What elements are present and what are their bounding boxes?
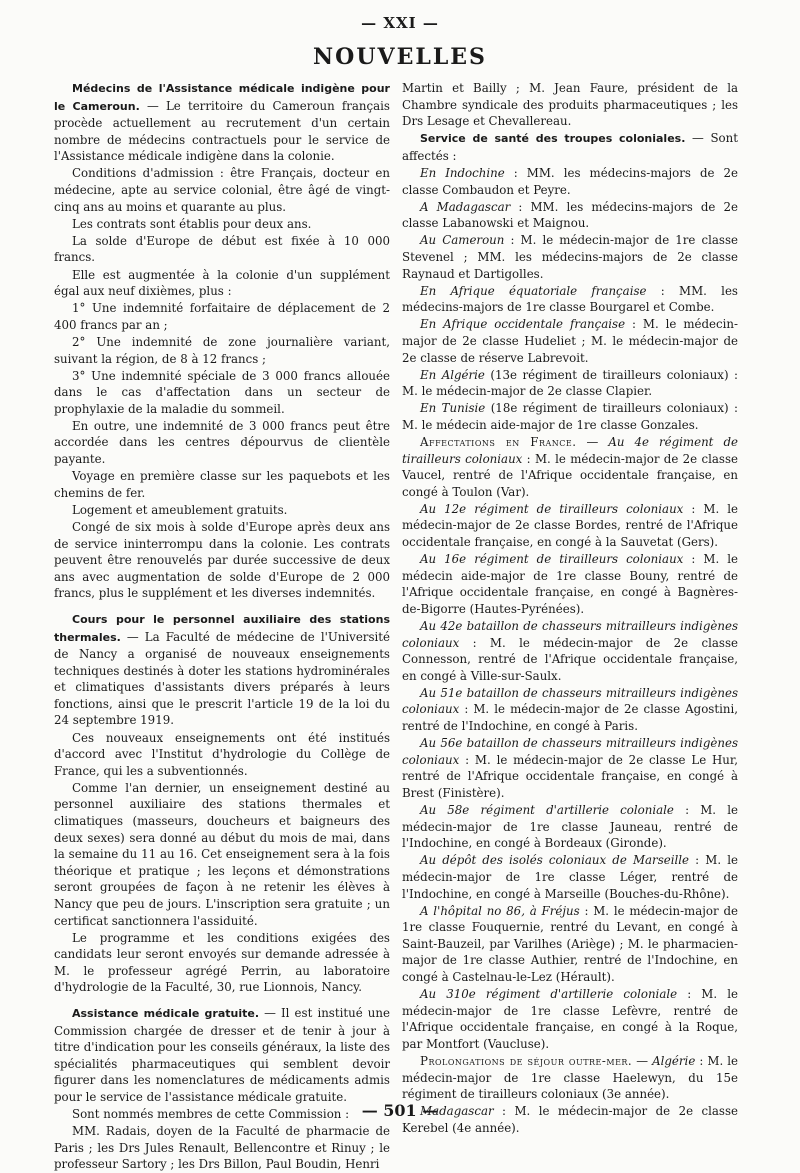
assignment-entry: Au 12e régiment de tirailleurs coloniaux : M. le médecin-major de 2e classe Bordes, rentré de l'Afrique occidentale française, en congé à la Sauvetat (Gers). [402, 501, 739, 550]
paragraph: Elle est augmentée à la colonie d'un supplément égal aux neuf dixièmes, plus : [54, 267, 390, 299]
paragraph: Logement et ameublement gratuits. [72, 502, 288, 517]
assignment-entry: Affectations en France. — Au 4e régiment de tirailleurs coloniaux : M. le médecin-major de 2e classe Vaucel, rentré de l'Afrique occidentale française, en congé à Toulon (Var). [402, 434, 738, 499]
paragraph: Voyage en première classe sur les paquebots et les chemins de fer. [54, 469, 390, 500]
assignment-entry: En Algérie (13e régiment de tirailleurs coloniaux) : M. le médecin-major de 2e classe Clapier. [402, 367, 738, 399]
article-heading: Assistance médicale gratuite. [72, 1007, 260, 1021]
assignment-entry: En Tunisie (18e régiment de tirailleurs coloniaux) : M. le médecin aide-major de 1re classe Gonzales. [402, 401, 738, 432]
assignment-entry: Au dépôt des isolés coloniaux de Marseille : M. le médecin-major de 1re classe Léger, rentré de l'Indochine, en congé à Marseille (Bouches-du-Rhône). [402, 853, 738, 901]
paragraph: 1° Une indemnité forfaitaire de déplacement de 2 400 francs par an ; [54, 301, 390, 332]
paragraph: En outre, une indemnité de 3 000 francs peut être accordée dans les centres dépourvus de clientèle payante. [54, 418, 390, 467]
article-cameroun-intro: Médecins de l'Assistance médicale indigène pour le Cameroun. — Le territoire du Cameroun français procède actuellement au recrutement d'un certain nombre de médecins contractuels pour le service de l'Assistance médicale indigène dans la colonie. [54, 82, 390, 164]
paragraph: La solde d'Europe de début est fixée à 10 000 francs. [54, 233, 390, 265]
assignment-entry: Prolongations de séjour outre-mer. — Algérie : M. le médecin-major de 1re classe Haelewyn, du 15e régiment de tirailleurs coloniaux (3e année). [402, 1053, 738, 1102]
assignment-entry: Au 51e bataillon de chasseurs mitrailleurs indigènes coloniaux : M. le médecin-major de 2e classe Agostini, rentré de l'Indochine, en congé à Paris. [402, 685, 738, 734]
left-column [54, 80, 390, 1173]
article-stations-thermales-intro: Cours pour le personnel auxiliaire des stations thermales. — La Faculté de médecine de l'Université de Nancy a organisé de nouveaux enseignements techniques destinés à doter les stations hydrominérales et climatiques d'assistants divers préparés à leurs fonctions, ainsi que le prescrit l'article 19 de la loi du 24 septembre 1919. [54, 612, 390, 728]
assignment-entry: A l'hôpital no 86, à Fréjus : M. le médecin-major de 1re classe Fouquernie, rentré du Levant, en congé à Saint-Bauzeil, par Varilhes (Ariège) ; M. le pharmacien-major de 1re classe Authier, rentré de l'Indochine, en congé à Castelnau-le-Lez (Hérault). [402, 903, 738, 984]
article-heading: Cours pour le personnel auxiliaire des stations thermales. [54, 612, 390, 644]
assignment-entry: En Afrique occidentale française : M. le médecin-major de 2e classe Hudeliet ; M. le médecin-major de 2e classe de réserve Labrevoit. [402, 317, 738, 365]
article-heading: Service de santé des troupes coloniales. [420, 132, 686, 146]
assignment-entry: En Afrique équatoriale française : MM. les médecins-majors de 1re classe Bourgarel et Combe. [402, 283, 738, 315]
assignment-entry: A Madagascar : MM. les médecins-majors de 2e classe Labanowski et Maignou. [402, 199, 738, 231]
paragraph: Sont nommés membres de cette Commission : [72, 1107, 350, 1122]
paragraph: MM. Radais, doyen de la Faculté de pharmacie de Paris ; les Drs Jules Renault, Bellencontre et Rinuy ; le professeur Sartory ; les Drs Billon, Paul Boudin, Henri [54, 1124, 390, 1172]
paragraph-continued: Martin et Bailly ; M. Jean Faure, président de la Chambre syndicale des produits pharmaceutiques ; les Drs Lesage et Chevallereau. [402, 81, 738, 129]
paragraph: 3° Une indemnité spéciale de 3 000 francs allouée dans le cas d'affectation dans un secteur de prophylaxie de la maladie du sommeil. [54, 368, 390, 416]
assignment-entry: Au Cameroun : M. le médecin-major de 1re classe Stevenel ; MM. les médecins-majors de 2e classe Raynaud et Dartigolles. [402, 233, 738, 281]
paragraph: Comme l'an dernier, un enseignement destiné au personnel auxiliaire des stations thermales et climatiques (masseurs, doucheurs et baigneurs des deux sexes) sera donné au début du mois de mai, dans la semaine du 11 au 16. Cet enseignement sera à la fois théorique et pratique ; les leçons et démonstrations seront groupées de façon à ne retenir les élèves à Nancy que peu de jours. L'inscription sera gratuite ; un certificat sanctionnera l'assiduité. [54, 780, 390, 928]
assignment-entry: En Indochine : MM. les médecins-majors de 2e classe Combaudon et Peyre. [402, 165, 738, 197]
paragraph: Le programme et les conditions exigées des candidats leur seront envoyés sur demande adressée à M. le professeur agrégé Perrin, au laboratoire d'hydrologie de la Faculté, 30, rue Lionnois, Nancy. [54, 930, 390, 995]
paragraph: 2° Une indemnité de zone journalière variant, suivant la région, de 8 à 12 francs ; [54, 334, 390, 366]
assignment-entry: Au 58e régiment d'artillerie coloniale : M. le médecin-major de 1re classe Jauneau, rentré de l'Indochine, en congé à Bordeaux (Gironde). [402, 803, 738, 851]
assignment-entry: Au 42e bataillon de chasseurs mitrailleurs indigènes coloniaux : M. le médecin-major de 2e classe Connesson, rentré de l'Afrique occidentale française, en congé à Ville-sur-Saulx. [402, 619, 738, 683]
article-assistance-gratuite-intro: Assistance médicale gratuite. — Il est institué une Commission chargée de dresser et de tenir à jour à titre d'indication pour les conseils généraux, la liste des spécialités pharmaceutiques qui semblent devoir figurer dans les nomenclatures de médicaments admis pour le service de l'assistance médicale gratuite. [54, 1006, 390, 1105]
section-title: NOUVELLES [313, 44, 487, 70]
page-number: — 501 — [361, 1101, 439, 1120]
assignment-entry: Au 310e régiment d'artillerie coloniale : M. le médecin-major de 1re classe Lefèvre, rentré de l'Afrique occidentale française, en congé à la Roque, par Montfort (Vaucluse). [402, 987, 738, 1051]
page-folio-roman: — XXI — [361, 14, 439, 32]
assignment-entry: Au 16e régiment de tirailleurs coloniaux : M. le médecin aide-major de 1re classe Bouny, rentré de l'Afrique occidentale française, en congé à Bagnères-de-Bigorre (Hautes-Pyrénées). [402, 552, 739, 616]
article-troupes-coloniales-intro: Service de santé des troupes coloniales. — Sont affectés : [402, 131, 738, 163]
subheading: Affectations en France. [420, 434, 577, 449]
right-column [402, 80, 738, 1136]
article-heading: Médecins de l'Assistance médicale indigène pour le Cameroun. [54, 82, 390, 113]
assignment-entry: Madagascar : M. le médecin-major de 2e classe Kerebel (4e année). [402, 1104, 738, 1135]
paragraph: Congé de six mois à solde d'Europe après deux ans de service ininterrompu dans la colonie. Les contrats peuvent être renouvelés par durée successive de deux ans avec augmentation de solde d'Europe de 2 000 francs, plus le supplément et les diverses indemnités. [54, 519, 390, 601]
paragraph: Conditions d'admission : être Français, docteur en médecine, apte au service colonial, être âgé de vingt-cinq ans au moins et quarante au plus. [54, 166, 390, 214]
paragraph: Les contrats sont établis pour deux ans. [72, 216, 312, 231]
assignment-entry: Au 56e bataillon de chasseurs mitrailleurs indigènes coloniaux : M. le médecin-major de 2e classe Le Hur, rentré de l'Afrique occidentale française, en congé à Brest (Finistère). [402, 736, 738, 800]
subheading: Prolongations de séjour outre-mer. [420, 1053, 633, 1068]
paragraph: Ces nouveaux enseignements ont été institués d'accord avec l'Institut d'hydrologie du Collège de France, qui les a subventionnés. [54, 730, 390, 778]
